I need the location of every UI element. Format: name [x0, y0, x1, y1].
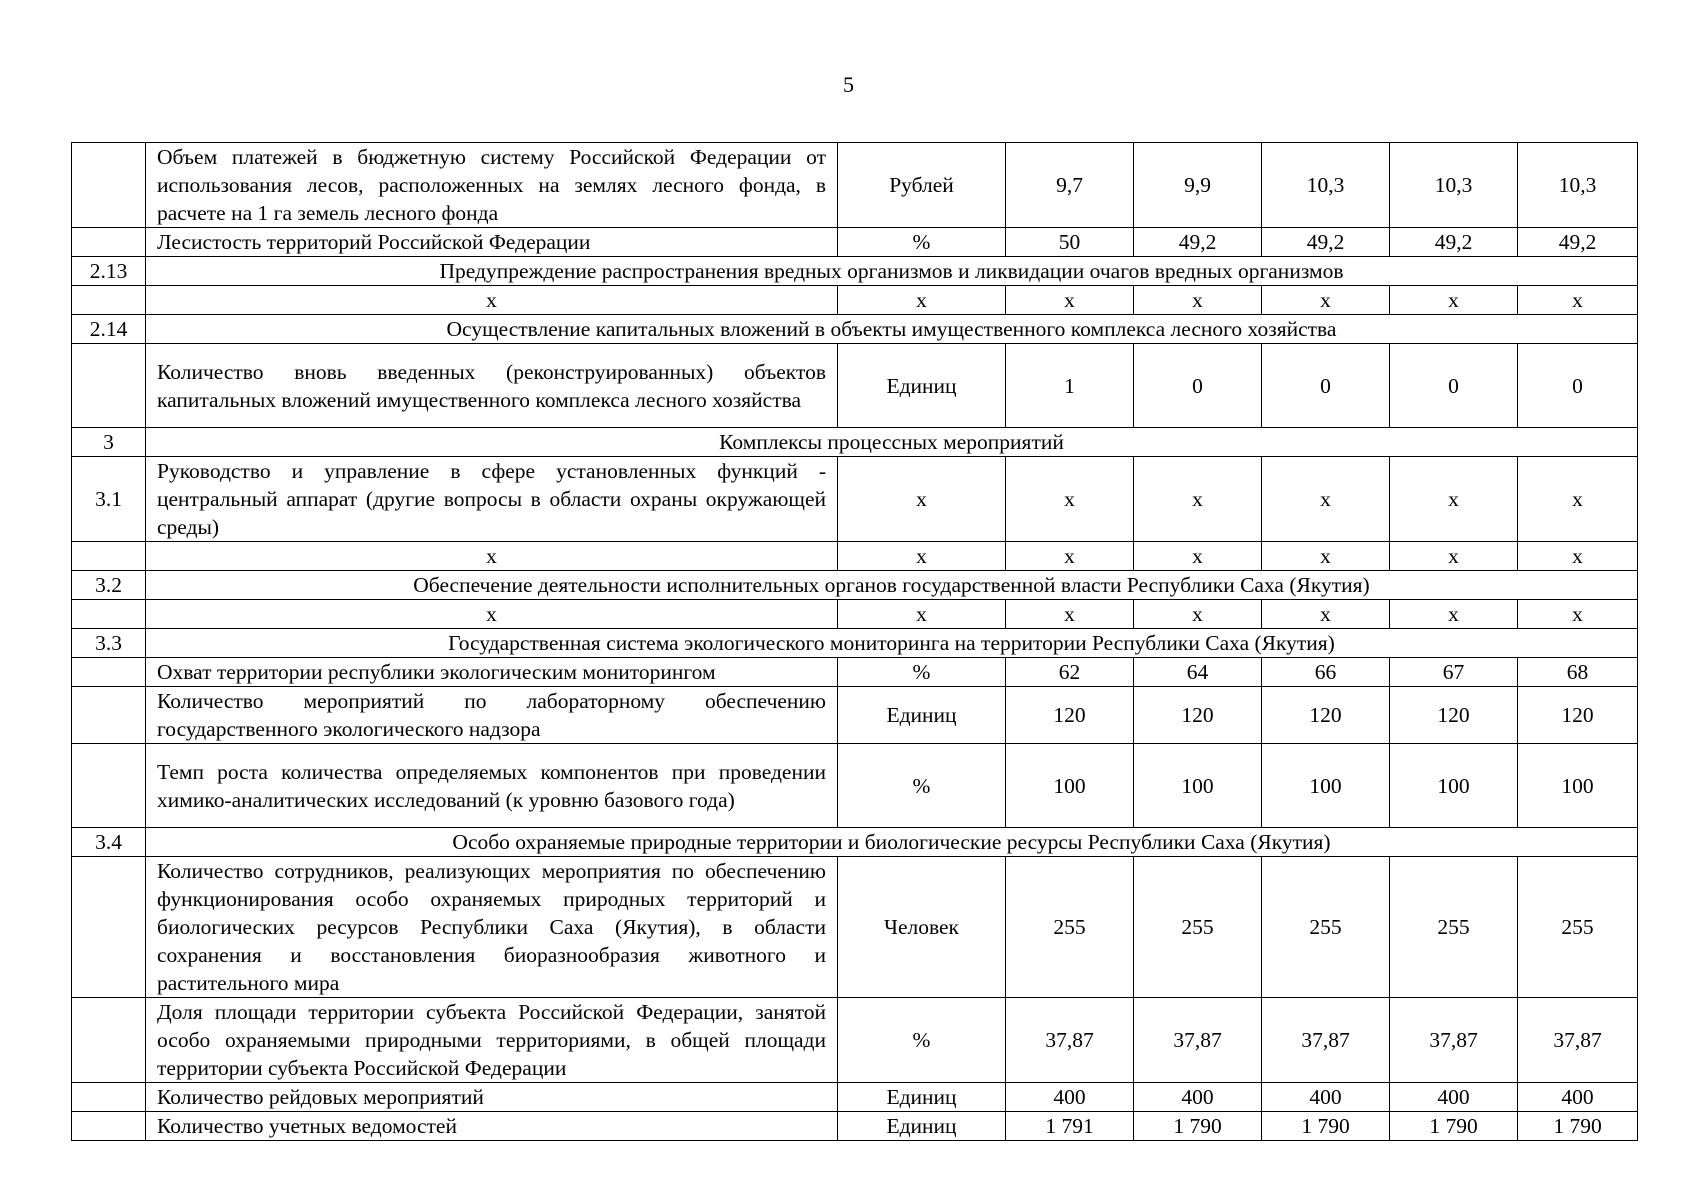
- value-cell: x: [1262, 542, 1390, 571]
- indicator-name-cell: x: [146, 542, 838, 571]
- section-title-cell: Обеспечение деятельности исполнительных органов государственной власти Республики Саха (Якутия): [146, 571, 1638, 600]
- value-cell: x: [1262, 286, 1390, 315]
- value-cell: 255: [1390, 857, 1518, 998]
- row-number-cell: [72, 1112, 146, 1141]
- value-cell: 120: [1134, 687, 1262, 744]
- value-cell: x: [1518, 457, 1638, 542]
- indicator-name-cell: Количество мероприятий по лабораторному обеспечению государственного экологического надзора: [146, 687, 838, 744]
- value-cell: 0: [1390, 344, 1518, 428]
- value-cell: 400: [1390, 1083, 1518, 1112]
- value-cell: 68: [1518, 658, 1638, 687]
- row-number-cell: [72, 600, 146, 629]
- value-cell: 37,87: [1006, 998, 1134, 1083]
- table-row: [72, 744, 1638, 828]
- table-row: [72, 998, 1638, 1083]
- section-row: [72, 571, 1638, 600]
- unit-cell: Единиц: [838, 344, 1006, 428]
- value-cell: 10,3: [1262, 143, 1390, 228]
- value-cell: 0: [1518, 344, 1638, 428]
- value-cell: x: [1134, 457, 1262, 542]
- value-cell: x: [1134, 542, 1262, 571]
- value-cell: x: [1518, 542, 1638, 571]
- value-cell: 120: [1518, 687, 1638, 744]
- value-cell: 0: [1262, 344, 1390, 428]
- row-number-cell: [72, 658, 146, 687]
- value-cell: 67: [1390, 658, 1518, 687]
- indicator-name-cell: Количество вновь введенных (реконструированных) объектов капитальных вложений имущественного комплекса лесного хозяйства: [146, 344, 838, 428]
- section-title-cell: Предупреждение распространения вредных организмов и ликвидации очагов вредных организмов: [146, 257, 1638, 286]
- section-row: [72, 428, 1638, 457]
- value-cell: 120: [1262, 687, 1390, 744]
- value-cell: 37,87: [1262, 998, 1390, 1083]
- unit-cell: x: [838, 600, 1006, 629]
- row-number-cell: [72, 228, 146, 257]
- table-row: [72, 857, 1638, 998]
- unit-cell: Единиц: [838, 687, 1006, 744]
- unit-cell: Рублей: [838, 143, 1006, 228]
- unit-cell: %: [838, 744, 1006, 828]
- row-number-cell: 2.14: [72, 315, 146, 344]
- value-cell: x: [1390, 600, 1518, 629]
- row-number-cell: [72, 1083, 146, 1112]
- value-cell: 1 790: [1134, 1112, 1262, 1141]
- value-cell: 120: [1390, 687, 1518, 744]
- value-cell: 49,2: [1134, 228, 1262, 257]
- page-number: 5: [843, 72, 854, 97]
- table-row: [72, 687, 1638, 744]
- value-cell: 100: [1390, 744, 1518, 828]
- indicator-name-cell: Доля площади территории субъекта Российской Федерации, занятой особо охраняемыми природными территориями, в общей площади территории субъекта Российской Федерации: [146, 998, 838, 1083]
- value-cell: 49,2: [1518, 228, 1638, 257]
- table-row: [72, 286, 1638, 315]
- table-row: [72, 1112, 1638, 1141]
- value-cell: 100: [1518, 744, 1638, 828]
- value-cell: 62: [1006, 658, 1134, 687]
- value-cell: x: [1390, 457, 1518, 542]
- row-number-cell: [72, 286, 146, 315]
- unit-cell: %: [838, 658, 1006, 687]
- row-number-cell: [72, 998, 146, 1083]
- value-cell: 66: [1262, 658, 1390, 687]
- indicator-name-cell: Охват территории республики экологическим мониторингом: [146, 658, 838, 687]
- row-number-cell: 3.1: [72, 457, 146, 542]
- row-number-cell: 3: [72, 428, 146, 457]
- value-cell: x: [1390, 542, 1518, 571]
- table-row: [72, 143, 1638, 228]
- section-title-cell: Особо охраняемые природные территории и биологические ресурсы Республики Саха (Якутия): [146, 828, 1638, 857]
- value-cell: x: [1518, 600, 1638, 629]
- section-title-cell: Осуществление капитальных вложений в объекты имущественного комплекса лесного хозяйства: [146, 315, 1638, 344]
- value-cell: x: [1518, 286, 1638, 315]
- section-row: [72, 828, 1638, 857]
- value-cell: 49,2: [1390, 228, 1518, 257]
- row-number-cell: [72, 542, 146, 571]
- indicator-name-cell: Руководство и управление в сфере установленных функций - центральный аппарат (другие вопросы в области охраны окружающей среды): [146, 457, 838, 542]
- value-cell: 10,3: [1518, 143, 1638, 228]
- section-title-cell: Государственная система экологического мониторинга на территории Республики Саха (Якутия): [146, 629, 1638, 658]
- table-body: [72, 143, 1638, 1141]
- section-row: [72, 315, 1638, 344]
- value-cell: 400: [1134, 1083, 1262, 1112]
- unit-cell: %: [838, 228, 1006, 257]
- row-number-cell: 3.4: [72, 828, 146, 857]
- unit-cell: Единиц: [838, 1083, 1006, 1112]
- value-cell: 37,87: [1390, 998, 1518, 1083]
- table-row: [72, 542, 1638, 571]
- value-cell: 100: [1134, 744, 1262, 828]
- value-cell: 255: [1262, 857, 1390, 998]
- indicator-name-cell: Количество учетных ведомостей: [146, 1112, 838, 1141]
- indicator-name-cell: Количество рейдовых мероприятий: [146, 1083, 838, 1112]
- value-cell: x: [1134, 286, 1262, 315]
- section-title-cell: Комплексы процессных мероприятий: [146, 428, 1638, 457]
- row-number-cell: [72, 687, 146, 744]
- indicators-table: [71, 142, 1638, 1141]
- value-cell: 100: [1006, 744, 1134, 828]
- value-cell: 0: [1134, 344, 1262, 428]
- value-cell: x: [1006, 542, 1134, 571]
- section-row: [72, 257, 1638, 286]
- value-cell: x: [1390, 286, 1518, 315]
- table-row: [72, 600, 1638, 629]
- value-cell: 100: [1262, 744, 1390, 828]
- value-cell: x: [1262, 600, 1390, 629]
- value-cell: 50: [1006, 228, 1134, 257]
- section-row: [72, 629, 1638, 658]
- indicator-name-cell: x: [146, 286, 838, 315]
- unit-cell: x: [838, 542, 1006, 571]
- value-cell: 9,7: [1006, 143, 1134, 228]
- row-number-cell: [72, 857, 146, 998]
- unit-cell: x: [838, 457, 1006, 542]
- value-cell: 1 790: [1390, 1112, 1518, 1141]
- indicator-name-cell: Лесистость территорий Российской Федерации: [146, 228, 838, 257]
- row-number-cell: 3.2: [72, 571, 146, 600]
- value-cell: 37,87: [1134, 998, 1262, 1083]
- value-cell: x: [1134, 600, 1262, 629]
- indicator-name-cell: Темп роста количества определяемых компонентов при проведении химико-аналитических исследований (к уровню базового года): [146, 744, 838, 828]
- unit-cell: x: [838, 286, 1006, 315]
- table-row: [72, 457, 1638, 542]
- value-cell: 255: [1518, 857, 1638, 998]
- value-cell: x: [1006, 600, 1134, 629]
- value-cell: 49,2: [1262, 228, 1390, 257]
- row-number-cell: [72, 143, 146, 228]
- unit-cell: %: [838, 998, 1006, 1083]
- value-cell: x: [1006, 457, 1134, 542]
- value-cell: 1 790: [1262, 1112, 1390, 1141]
- value-cell: 400: [1262, 1083, 1390, 1112]
- value-cell: 1 791: [1006, 1112, 1134, 1141]
- value-cell: 10,3: [1390, 143, 1518, 228]
- value-cell: 400: [1006, 1083, 1134, 1112]
- value-cell: 400: [1518, 1083, 1638, 1112]
- indicator-name-cell: Количество сотрудников, реализующих мероприятия по обеспечению функционирования особо охраняемых природных территорий и биологических ресурсов Республики Саха (Якутия), в области сохранения и восстановления биоразнообразия животного и растительного мира: [146, 857, 838, 998]
- value-cell: 255: [1134, 857, 1262, 998]
- value-cell: x: [1006, 286, 1134, 315]
- unit-cell: Единиц: [838, 1112, 1006, 1141]
- value-cell: 9,9: [1134, 143, 1262, 228]
- value-cell: 255: [1006, 857, 1134, 998]
- value-cell: 64: [1134, 658, 1262, 687]
- value-cell: 120: [1006, 687, 1134, 744]
- value-cell: 37,87: [1518, 998, 1638, 1083]
- table-row: [72, 228, 1638, 257]
- indicator-name-cell: x: [146, 600, 838, 629]
- unit-cell: Человек: [838, 857, 1006, 998]
- row-number-cell: [72, 744, 146, 828]
- table-row: [72, 344, 1638, 428]
- value-cell: x: [1262, 457, 1390, 542]
- table-row: [72, 1083, 1638, 1112]
- row-number-cell: 3.3: [72, 629, 146, 658]
- indicator-name-cell: Объем платежей в бюджетную систему Российской Федерации от использования лесов, расположенных на землях лесного фонда, в расчете на 1 га земель лесного фонда: [146, 143, 838, 228]
- row-number-cell: [72, 344, 146, 428]
- row-number-cell: 2.13: [72, 257, 146, 286]
- value-cell: 1 790: [1518, 1112, 1638, 1141]
- table-row: [72, 658, 1638, 687]
- value-cell: 1: [1006, 344, 1134, 428]
